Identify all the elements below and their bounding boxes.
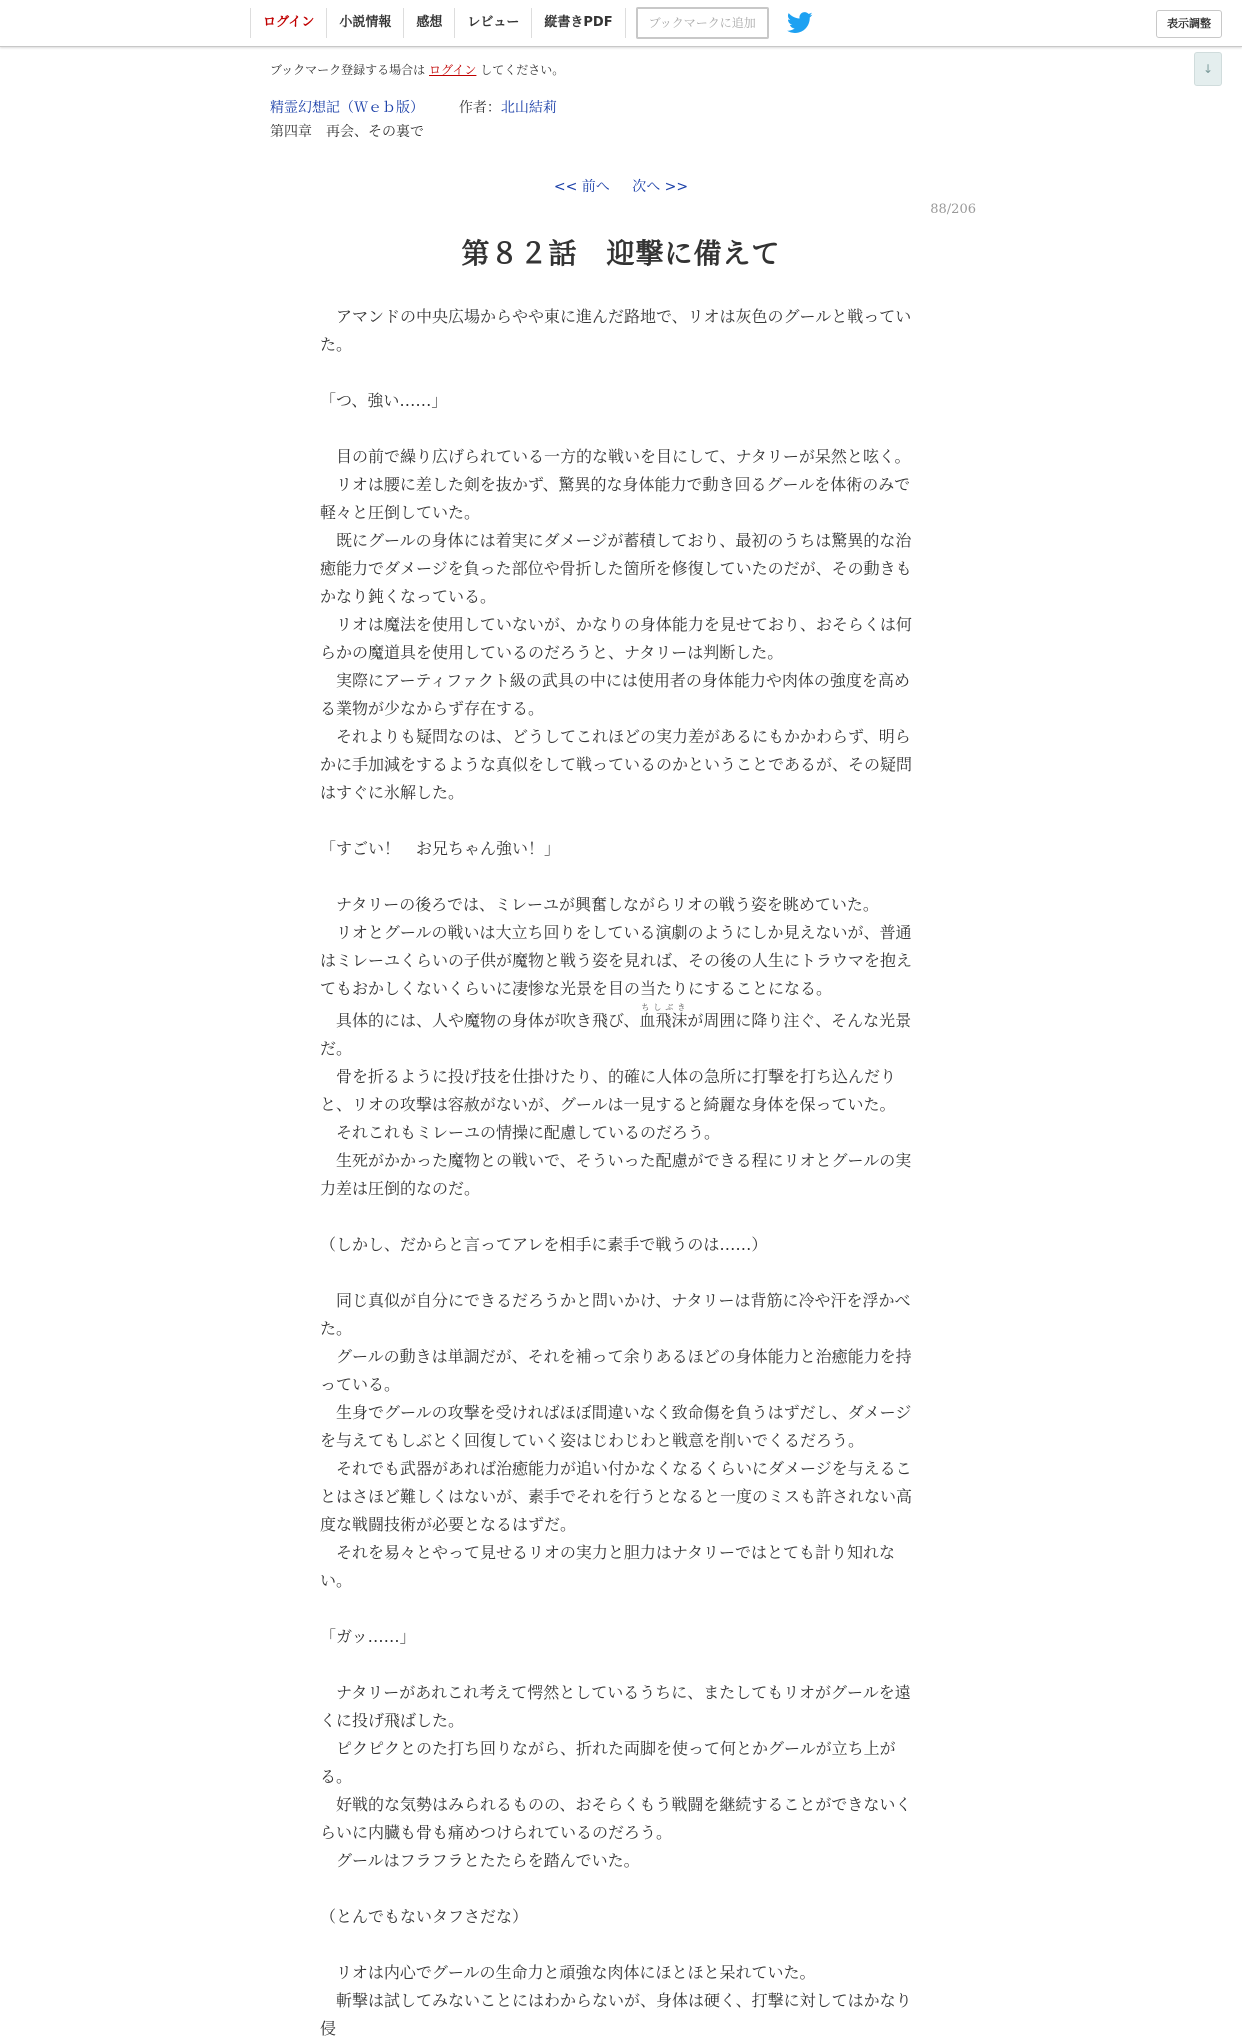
- ruby-reading: ちしぶき: [639, 1003, 688, 1012]
- ruby-base: 血飛沫: [639, 1011, 688, 1030]
- nav-impressions-link[interactable]: 感想: [404, 8, 455, 38]
- nav-login-link[interactable]: ログイン: [251, 8, 327, 38]
- body-paragraph: ナタリーの後ろでは、ミレーユが興奮しながらリオの戦う姿を眺めていた。: [320, 895, 879, 914]
- novel-body-text: [320, 303, 916, 2043]
- novel-title-link[interactable]: 精霊幻想記（Ｗｅｂ版）: [270, 100, 424, 116]
- body-paragraph: 目の前で繰り広げられている一方的な戦いを目にして、ナタリーが呆然と呟く。: [320, 447, 911, 466]
- body-paragraph: リオは腰に差した剣を抜かず、驚異的な身体能力で動き回るグールを体術のみで軽々と圧倒していた。: [320, 475, 911, 522]
- body-paragraph: 骨を折るように投げ技を仕掛けたり、的確に人体の急所に打撃を打ち込んだりと、リオの攻撃は容赦がないが、グールは一見すると綺麗な身体を保っていた。: [320, 1067, 897, 1114]
- top-navigation-bar: [0, 0, 1242, 47]
- page-count: 88/206: [930, 202, 976, 217]
- body-paragraph: 「すごい！ お兄ちゃん強い！」: [320, 839, 561, 858]
- body-paragraph: リオは魔法を使用していないが、かなりの身体能力を見せており、おそらくは何らかの魔道具を使用しているのだろうと、ナタリーは判断した。: [320, 615, 912, 662]
- blank-line: [320, 359, 916, 387]
- body-paragraph: 既にグールの身体には着実にダメージが蓄積しており、最初のうちは驚異的な治癒能力でダメージを負った部位や骨折した箇所を修復していたのだが、その動きもかなり鈍くなっている。: [320, 531, 912, 606]
- ruby-annotation: [639, 1003, 688, 1030]
- nav-vertical-pdf-link[interactable]: 縦書きPDF: [532, 8, 625, 38]
- body-paragraph: 斬撃は試してみないことにはわからないが、身体は硬く、打撃に対してはかなり侵: [320, 1991, 912, 2038]
- chapter-title: 第四章 再会、その裏で: [270, 124, 424, 140]
- ruby-text-after: が周囲に降り注ぐ、そんな光景だ。: [320, 1011, 912, 1058]
- prev-episode-link[interactable]: << 前へ: [553, 179, 610, 195]
- body-paragraph: それこれもミレーユの情操に配慮しているのだろう。: [320, 1123, 721, 1142]
- body-paragraph: それでも武器があれば治癒能力が追い付かなくなるくらいにダメージを与えることはさほど難しくはないが、素手でそれを行うとなると一度のミスも許されない高度な戦闘技術が必要となるはずだ。: [320, 1459, 913, 1534]
- body-paragraph-ruby: [320, 1003, 916, 1063]
- body-paragraph: 「つ、強い……」: [320, 391, 448, 410]
- body-paragraph: 生死がかかった魔物との戦いで、そういった配慮ができる程にリオとグールの実力差は圧倒的なのだ。: [320, 1151, 912, 1198]
- body-paragraph: 同じ真似が自分にできるだろうかと問いかけ、ナタリーは背筋に冷や汗を浮かべた。: [320, 1291, 911, 1338]
- notice-text-before: ブックマーク登録する場合は: [270, 63, 426, 77]
- notice-text-after: してください。: [480, 63, 565, 77]
- body-paragraph: 「ガッ……」: [320, 1627, 416, 1646]
- body-paragraph: アマンドの中央広場からやや東に進んだ路地で、リオは灰色のグールと戦っていた。: [320, 307, 912, 354]
- body-paragraph: ナタリーがあれこれ考えて愕然としているうちに、またしてもリオがグールを遠くに投げ飛ばした。: [320, 1683, 911, 1730]
- author-link[interactable]: 北山結莉: [500, 100, 557, 116]
- ruby-text-before: 具体的には、人や魔物の身体が吹き飛び、: [320, 1011, 640, 1030]
- body-paragraph: リオは内心でグールの生命力と頑強な肉体にほとほと呆れていた。: [320, 1963, 816, 1982]
- next-episode-link[interactable]: 次へ >>: [632, 179, 689, 195]
- novel-info-line: [270, 97, 557, 117]
- body-paragraph: 生身でグールの攻撃を受ければほぼ間違いなく致命傷を負うはずだし、ダメージを与えてもしぶとく回復していく姿はじわじわと戦意を削いでくるだろう。: [320, 1403, 912, 1450]
- body-paragraph: グールの動きは単調だが、それを補って余りあるほどの身体能力と治癒能力を持っている。: [320, 1347, 912, 1394]
- body-paragraph: 実際にアーティファクト級の武具の中には使用者の身体能力や肉体の強度を高める業物が少なからず存在する。: [320, 671, 910, 718]
- body-paragraph: （しかし、だからと言ってアレを相手に素手で戦うのは……）: [320, 1235, 768, 1254]
- main-nav: [250, 8, 813, 38]
- body-paragraph: グールはフラフラとたたらを踏んでいた。: [320, 1851, 640, 1870]
- blank-line: [320, 1203, 916, 1231]
- episode-title: 第８２話 迎撃に備えて: [461, 237, 781, 270]
- blank-line: [320, 1875, 916, 1903]
- body-paragraph: 好戦的な気勢はみられるものの、おそらくもう戦闘を継続することができないくらいに内臓も骨も痛めつけられているのだろう。: [320, 1795, 912, 1842]
- blank-line: [320, 807, 916, 835]
- body-paragraph: それよりも疑問なのは、どうしてこれほどの実力差があるにもかかわらず、明らかに手加減をするような真似をして戦っているのかということであるが、その疑問はすぐに氷解した。: [320, 727, 913, 802]
- scroll-down-button[interactable]: ↓: [1194, 52, 1222, 86]
- nav-review-link[interactable]: レビュー: [455, 8, 532, 38]
- blank-line: [320, 1259, 916, 1287]
- blank-line: [320, 415, 916, 443]
- blank-line: [320, 1931, 916, 1959]
- author-label: 作者：: [458, 100, 501, 116]
- episode-pager: [0, 176, 1242, 196]
- body-paragraph: それを易々とやって見せるリオの実力と胆力はナタリーではとても計り知れない。: [320, 1543, 896, 1590]
- body-paragraph: （とんでもないタフさだな）: [320, 1907, 529, 1926]
- bookmark-login-notice: [270, 61, 564, 78]
- twitter-bird-icon[interactable]: [787, 12, 813, 34]
- notice-login-link[interactable]: ログイン: [429, 63, 477, 77]
- blank-line: [320, 863, 916, 891]
- display-settings-button[interactable]: 表示調整: [1156, 10, 1222, 38]
- body-paragraph: リオとグールの戦いは大立ち回りをしている演劇のようにしか見えないが、普通はミレーユくらいの子供が魔物と戦う姿を見れば、その後の人生にトラウマを抱えてもおかしくないくらいに凄惨な光景を目の当たりにすることになる。: [320, 923, 913, 998]
- blank-line: [320, 1595, 916, 1623]
- blank-line: [320, 1651, 916, 1679]
- body-paragraph: ピクピクとのた打ち回りながら、折れた両脚を使って何とかグールが立ち上がる。: [320, 1739, 896, 1786]
- nav-novel-info-link[interactable]: 小説情報: [327, 8, 404, 38]
- add-bookmark-button[interactable]: ブックマークに追加: [636, 7, 769, 39]
